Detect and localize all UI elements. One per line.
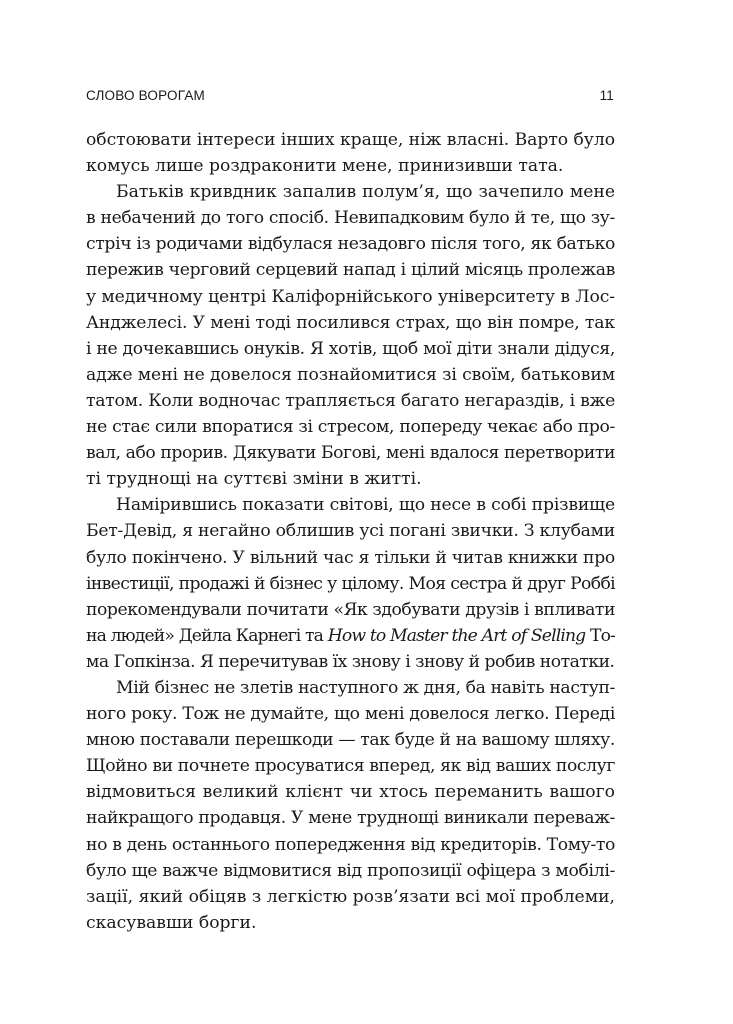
text-line-with-italic-title	[86, 623, 615, 649]
text-line: порекомендували почитати «Як здобувати друзів і впливати	[86, 599, 615, 620]
text-line: татом. Коли водночас трапляється багато негараздів, і вже	[86, 390, 615, 411]
text-line: найкращого продавця. У мене труднощі виникали переваж-	[86, 808, 615, 829]
paragraph-first-line: Намірившись показати світові, що несе в собі прізвище	[116, 495, 615, 516]
text-line: ті труднощі на суттєві зміни в житті.	[86, 469, 422, 490]
text-line: інвестиції, продажі й бізнес у цілому. Моя сестра й друг Роббі	[86, 573, 615, 594]
text-line: ного року. Тож не думайте, що мені довелося легко. Переді	[86, 704, 615, 725]
text-line: було ще важче відмовитися від пропозиції офіцера з мобілі-	[86, 860, 615, 881]
text-line: пережив черговий серцевий напад і цілий місяць пролежав	[86, 260, 615, 281]
text-line: Анджелесі. У мені тоді посилився страх, що він помре, так	[86, 312, 615, 333]
page-number: 11	[599, 88, 614, 103]
text-line: в небачений до того спосіб. Невипадковим було й те, що зу-	[86, 208, 615, 229]
text-line: но в день останнього попередження від кредиторів. Тому-то	[86, 834, 615, 855]
text-fragment: на людей» Дейла Карнегі та	[86, 625, 328, 646]
text-line: зації, який обіцяв з легкістю розв’язати всі мої проблеми,	[86, 886, 615, 907]
text-line: комусь лише роздраконити мене, принизивши тата.	[86, 156, 564, 177]
text-line: у медичному центрі Каліфорнійського університету в Лос-	[86, 286, 615, 307]
text-line: скасувавши борги.	[86, 912, 257, 933]
text-line: ма Гопкінза. Я перечитував їх знову і знову й робив нотатки.	[86, 651, 615, 672]
text-line: не стає сили впоратися зі стресом, попереду чекає або про-	[86, 417, 615, 438]
text-line: мною поставали перешкоди — так буде й на вашому шляху.	[86, 730, 615, 751]
paragraph-first-line: Батьків кривдник запалив полум’я, що зачепило мене	[116, 182, 615, 203]
text-line: відмовиться великий клієнт чи хтось переманить вашого	[86, 782, 615, 803]
paragraph-first-line: Мій бізнес не злетів наступного ж дня, ба навіть наступ-	[116, 677, 615, 698]
text-fragment: То-	[585, 625, 615, 646]
text-line: стріч із родичами відбулася незадовго після того, як батько	[86, 234, 615, 255]
body-text	[86, 127, 615, 936]
running-head	[86, 88, 614, 108]
text-line: і не дочекавшись онуків. Я хотів, щоб мої діти знали дідуся,	[86, 338, 615, 359]
text-line: обстоювати інтереси інших краще, ніж власні. Варто було	[86, 130, 615, 150]
text-line: було покінчено. У вільний час я тільки й читав книжки про	[86, 547, 615, 568]
book-title-italic: How to Master the Art of Selling	[327, 625, 586, 646]
text-line: Щойно ви почнете просуватися вперед, як від ваших послуг	[86, 756, 615, 777]
running-title: СЛОВО ВОРОГАМ	[86, 88, 205, 103]
text-line: адже мені не довелося познайомитися зі своїм, батьковим	[86, 364, 615, 385]
text-line: вал, або прорив. Дякувати Богові, мені вдалося перетворити	[86, 443, 615, 464]
text-line: Бет-Девід, я негайно облишив усі погані звички. З клубами	[86, 521, 615, 542]
